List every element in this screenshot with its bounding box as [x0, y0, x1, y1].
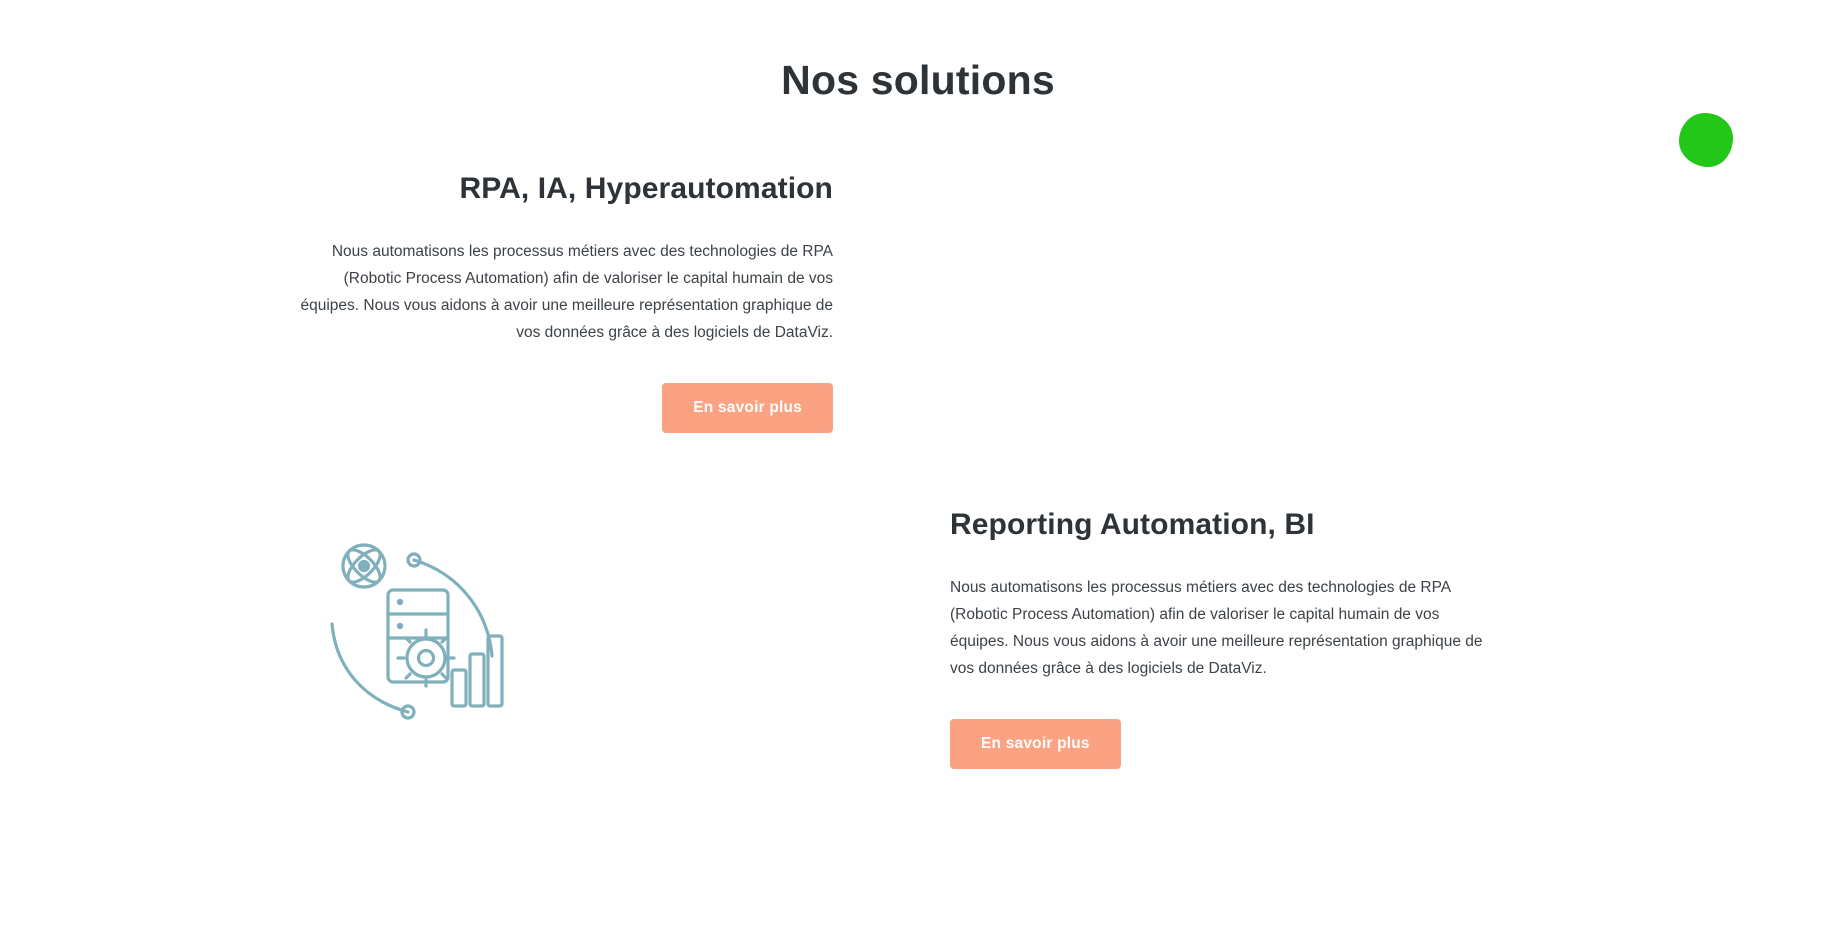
section-rpa-ia-hyperautomation	[0, 172, 1836, 452]
section-2-title: Reporting Automation, BI	[950, 508, 1315, 541]
section-1-learn-more-button[interactable]: En savoir plus	[662, 383, 833, 433]
section-1-media-column	[918, 172, 1836, 452]
section-reporting-automation-bi	[0, 508, 1836, 818]
atom-server-chart-icon	[322, 528, 537, 728]
section-2-media-column	[0, 508, 918, 818]
section-2-text-column	[918, 508, 1836, 818]
section-1-body: Nous automatisons les processus métiers avec des technologies de RPA (Robotic Process Automation) afin de valoriser le capital humain de vos équipes. Nous vous aidons à avoir une meilleure représentation graphique de vos données grâce à des logiciels de DataViz.	[300, 243, 833, 342]
green-blob-decoration	[1679, 113, 1733, 167]
section-1-title: RPA, IA, Hyperautomation	[459, 172, 833, 205]
section-2-learn-more-button[interactable]: En savoir plus	[950, 719, 1121, 769]
section-2-body: Nous automatisons les processus métiers avec des technologies de RPA (Robotic Process Automation) afin de valoriser le capital humain de vos équipes. Nous vous aidons à avoir une meilleure représentation graphique de vos données grâce à des logiciels de DataViz.	[950, 579, 1483, 678]
section-1-text-column	[0, 172, 918, 452]
page-title: Nos solutions	[781, 57, 1055, 104]
